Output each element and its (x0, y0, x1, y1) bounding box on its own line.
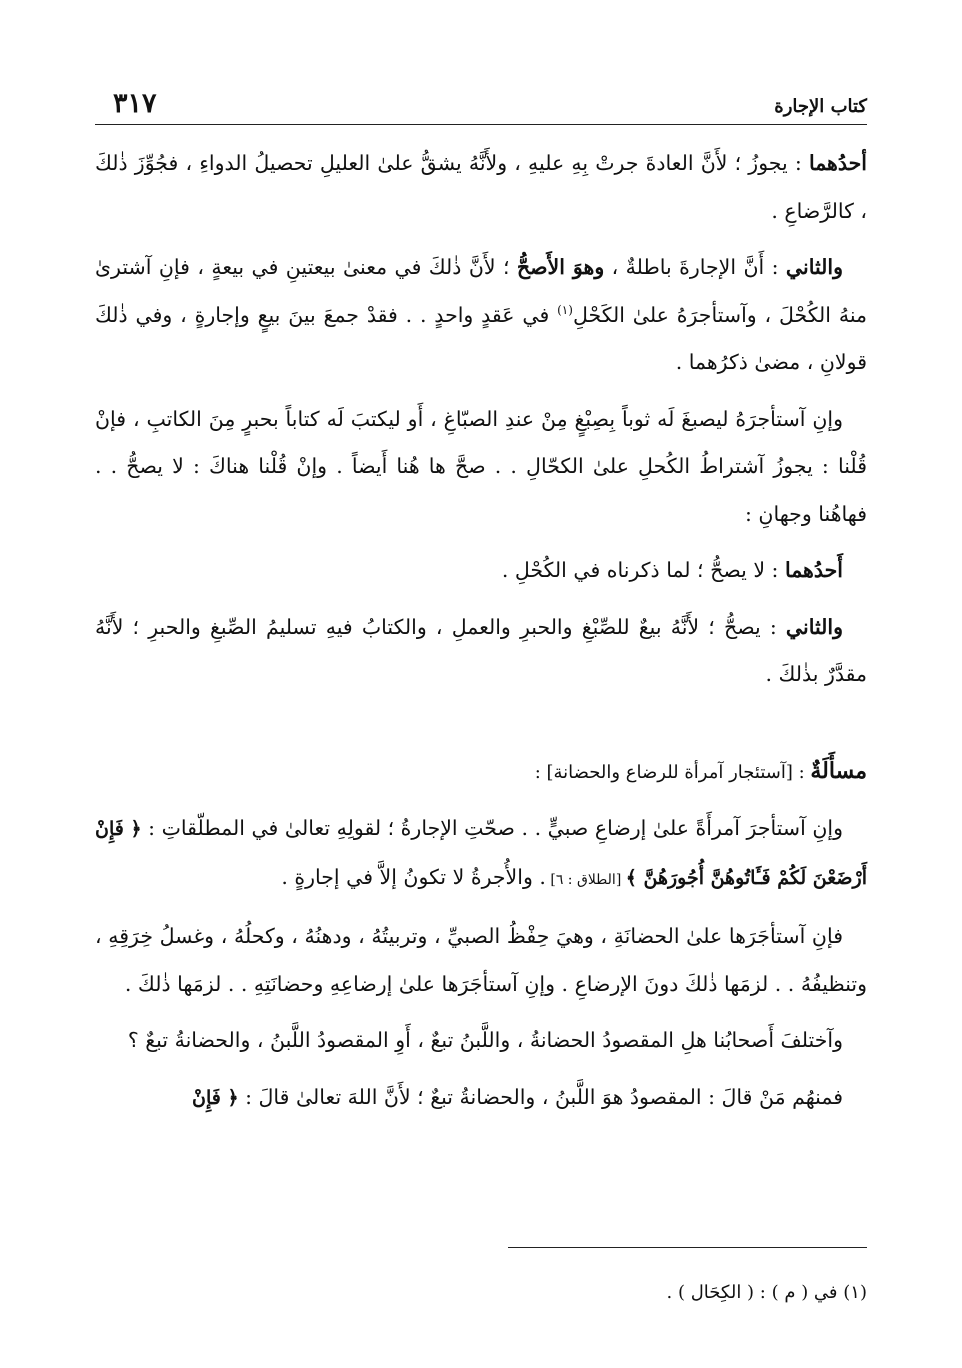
main-text (95, 140, 867, 1131)
paragraph-8 (95, 1017, 867, 1065)
paragraph-3 (95, 396, 867, 539)
footnote (367, 1282, 867, 1303)
section-heading (95, 748, 867, 797)
paragraph-text: فمنهُم مَنْ قالَ : المقصودُ هوَ اللَّبنُ ، والحضانةُ تبعٌ ؛ لأَنَّ اللهَ تعالىٰ قالَ : (238, 1084, 843, 1109)
footnote-divider (508, 1247, 867, 1248)
section-label: مسأَلَةٌ (810, 757, 867, 784)
paragraph-6 (95, 805, 867, 904)
section-title: : [آستئجار آمرأة للرضاع والحضانة] : (534, 761, 811, 783)
paragraph-text: وإنِ آستأجرَ آمرأَةً علىٰ إرضاعِ صبيٍّ . . صحّتِ الإجارةُ ؛ لقولِهِ تعالىٰ في المطلّقاتِ : (141, 816, 843, 840)
section-spacer (95, 708, 867, 748)
paragraph-7 (95, 913, 867, 1008)
page-number: ٣١٧ (113, 88, 157, 119)
chapter-title: كتاب الإجارة (774, 96, 867, 117)
quran-verse: ﴿ فَإِنْ (192, 1086, 239, 1109)
paragraph-5 (95, 604, 867, 699)
running-header (95, 86, 867, 126)
paragraph-text: : لا يصحُّ ؛ لما ذكرناه في الكُحْلِ . (501, 558, 785, 582)
paragraph-lead: والثاني (785, 614, 843, 639)
header-divider (95, 124, 867, 125)
paragraph-lead: أحدُهما (808, 151, 867, 175)
emphasis-text: وهوَ الأَصحُّ (516, 255, 605, 279)
paragraph-4 (95, 547, 867, 595)
paragraph-text: وإنِ آستأجرَهُ ليصبغَ لَه ثوباً بِصِبْغٍ مِنْ عندِ الصبّاغِ ، أَو ليكتبَ لَه كتاباً بحبرٍ مِنَ الكاتبِ ، فإنْ قُلْنا : يجوزُ آشتراطُ الكُحلِ علىٰ الكحّالِ . . صحَّ ها هُنا أَيضاً . وإنْ قُلْنا هناكَ : لا يصحُّ . . فهاهُنا وجهانِ : (95, 406, 867, 526)
paragraph-2 (95, 244, 867, 387)
paragraph-text: فإنِ آستأجَرَها علىٰ الحضانَةِ ، وهيَ حِفْظُ الصبيِّ ، وتربيتُهُ ، ودهنُهُ ، وكحلُهُ ، وغسلُ خِرَقِهِ ، وتنظيفُهُ . . لزمَها ذٰلكَ دونَ الإرضاعِ . وإنِ آستأجَرَها علىٰ إرضاعِهِ وحضانَتِهِ . . لزمَها ذٰلكَ . (95, 924, 867, 996)
footnote-number: (١) (843, 1282, 867, 1303)
footnote-text: في ( م ) : ( الكِحَال ) . (666, 1282, 844, 1303)
paragraph-text: : يجوزُ ؛ لأَنَّ العادةَ جرتْ بِهِ عليهِ ، ولأَنَّهُ يشقُّ علىٰ العليلِ تحصيلُ الدواءِ ، فجُوِّزَ ذٰلكَ ، كالرَّضاعِ . (95, 151, 867, 223)
quran-verse: ﴿ فَإِنْ أَرْضَعْنَ لَكُمْ فَـَٔاتُوهُنَّ أُجُورَهُنَّ ﴾ (95, 818, 867, 889)
footnote-reference[interactable]: (١) (557, 302, 573, 317)
paragraph-9 (95, 1074, 867, 1123)
paragraph-text: ؛ لأَنَّ ذٰلكَ في معنىٰ بيعتينِ في بيعةٍ ، فإنِ آشترىٰ منهُ الكُحْلَ ، وآستأجرَهُ علىٰ الكَحْلِ (95, 255, 867, 327)
paragraph-lead: أَحدُهما (784, 558, 843, 582)
paragraph-lead: والثاني (785, 255, 843, 279)
paragraph-text: وآختلفَ أَصحابُنا هلِ المقصودُ الحضانةُ ، واللَّبنُ تبعٌ ، أَوِ المقصودُ اللَّبنُ ، والحضانةُ تبعٌ ؟ (127, 1028, 843, 1052)
paragraph-text: . والأُجرةُ لا تكونُ إلاَّ في إجارةٍ . (281, 864, 546, 889)
paragraph-text: في عَقدٍ واحدٍ . . فقدْ جمعَ بينَ بيعٍ وإجارةٍ ، وفي ذٰلكَ قولانِ ، مضىٰ ذكرُهما . (95, 302, 867, 374)
paragraph-text: : يصحُّ ؛ لأَنَّهُ بيعٌ للصِّبْغِ والحبرِ والعملِ ، والكتابُ فيهِ تسليمُ الصِّبغِ والحبرِ ؛ لأَنَّهُ مقدَّرٌ بذٰلكَ . (95, 614, 867, 686)
verse-citation: [الطلاق : ٦] (545, 871, 626, 888)
paragraph-1 (95, 140, 867, 235)
paragraph-text: : أَنَّ الإجارةَ باطلةٌ ، (604, 255, 786, 279)
